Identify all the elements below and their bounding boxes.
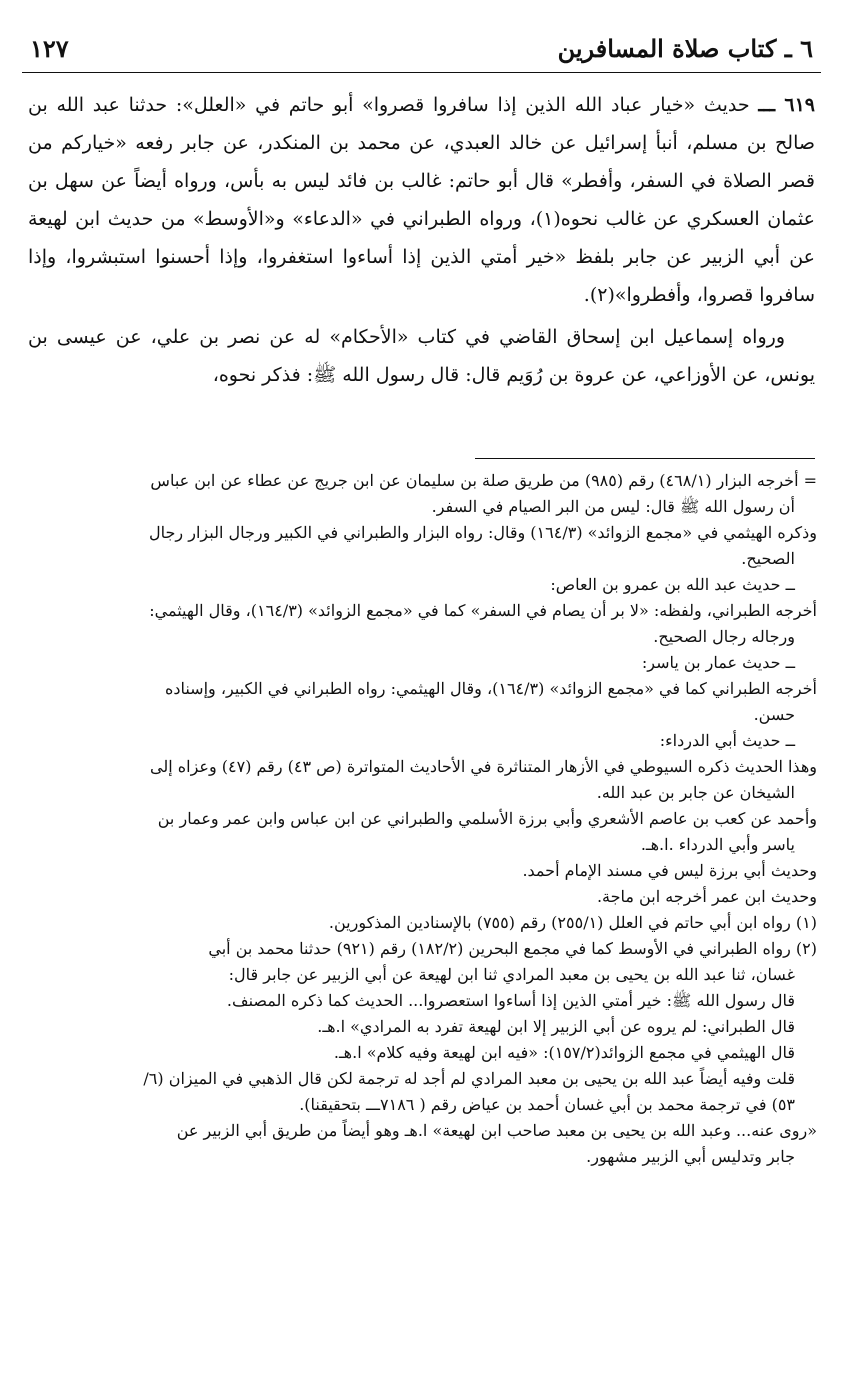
footnote-line: (٢) رواه الطبراني في الأوسط كما في مجمع البحرين (١٨٢/٢) رقم (٩٢١) حدثنا محمد بن أبي <box>208 939 817 958</box>
footnote-line: الشيخان عن جابر بن عبد الله. <box>596 783 795 802</box>
footnote-line: حسن. <box>753 705 795 724</box>
footnote-line: وأحمد عن كعب بن عاصم الأشعري وأبي برزة الأسلمي والطبراني عن ابن عباس وابن عمر وعمار بن <box>157 809 817 828</box>
chapter-title: ٦ ـ كتاب صلاة المسافرين <box>557 34 813 63</box>
footnote-line: ــ حديث عمار بن ياسر: <box>641 653 795 672</box>
header-rule <box>22 72 821 73</box>
footnote-line: «روى عنه... وعبد الله بن يحيى بن معبد صاحب ابن لهيعة» ا.هـ وهو أيضاً من طريق أبي الزبير عن <box>176 1121 817 1140</box>
page-header <box>22 30 821 72</box>
footnote-line: قال رسول الله ﷺ: خير أمتي الذين إذا أساءوا استعصروا... الحديث كما ذكره المصنف. <box>226 991 795 1010</box>
page-number: ١٢٧ <box>30 34 69 63</box>
hadith-text: حديث «خيار عباد الله الذين إذا سافروا قصروا» أبو حاتم في «العلل»: حدثنا عبد الله بن صالح بن مسلم، أنبأ إسرائيل عن خالد العبدي، عن محمد بن المنكدر، عن جابر رفعه «خياركم من قصر الصلاة في السفر، وأفطر» قال أبو حاتم: غالب بن فائد ليس به بأس، ورواه أيضاً عن سهل بن عثمان العسكري عن غالب نحوه(١)، ورواه الطبراني في «الدعاء» و«الأوسط» من حديث ابن لهيعة عن أبي الزبير عن جابر بلفظ «خير أمتي الذين إذا أساءوا استغفروا، وإذا أحسنوا استبشروا، وإذا سافروا قصروا، وأفطروا»(٢). <box>28 94 815 306</box>
footnote-separator <box>475 458 815 459</box>
hadith-paragraph <box>28 86 815 314</box>
paragraph-2: ورواه إسماعيل ابن إسحاق القاضي في كتاب «الأحكام» له عن نصر بن علي، عن عيسى بن يونس، عن الأوزاعي، عن عروة بن رُوَيم قال: قال رسول الله ﷺ: فذكر نحوه، <box>28 326 815 386</box>
footnote-line: الصحيح. <box>741 549 795 568</box>
footnote-line: قال الطبراني: لم يروه عن أبي الزبير إلا ابن لهيعة تفرد به المرادي» ا.هـ. <box>317 1017 795 1036</box>
main-text <box>28 86 815 394</box>
footnote-line: (١) رواه ابن أبي حاتم في العلل (٢٥٥/١) رقم (٧٥٥) بالإسنادين المذكورين. <box>328 913 817 932</box>
footnote-line: غسان، ثنا عبد الله بن يحيى بن معبد المرادي ثنا ابن لهيعة عن أبي الزبير عن جابر قال: <box>228 965 795 984</box>
footnote-line: قال الهيثمي في مجمع الزوائد(١٥٧/٢): «فيه ابن لهيعة وفيه كلام» ا.هـ. <box>333 1043 795 1062</box>
hadith-number: ٦١٩ ـــ <box>758 94 815 116</box>
footnote-line: وحديث أبي برزة ليس في مسند الإمام أحمد. <box>522 861 817 880</box>
footnote-line: ورجاله رجال الصحيح. <box>653 627 795 646</box>
footnote-line: أن رسول الله ﷺ قال: ليس من البر الصيام في السفر. <box>431 497 795 516</box>
footnote-line: وحديث ابن عمر أخرجه ابن ماجة. <box>596 887 817 906</box>
footnote-line: وهذا الحديث ذكره السيوطي في الأزهار المتناثرة في الأحاديث المتواترة (ص ٤٣) رقم (٤٧) وعزاه إلى <box>150 757 817 776</box>
footnote-line: جابر وتدليس أبي الزبير مشهور. <box>586 1147 795 1166</box>
footnotes <box>26 468 817 1170</box>
footnote-line: ــ حديث عبد الله بن عمرو بن العاص: <box>550 575 795 594</box>
footnote-line: وذكره الهيثمي في «مجمع الزوائد» (١٦٤/٣) وقال: رواه البزار والطبراني في الكبير ورجال البزار رجال <box>149 523 817 542</box>
footnote-line: قلت وفيه أيضاً عبد الله بن يحيى بن معبد المرادي لم أجد له ترجمة لكن قال الذهبي في الميزان (٦/ <box>143 1069 795 1088</box>
footnote-line: أخرجه الطبراني، ولفظه: «لا بر أن يصام في السفر» كما في «مجمع الزوائد» (١٦٤/٣)، وقال الهيثمي: <box>149 601 817 620</box>
footnote-line: ٥٣) في ترجمة محمد بن أبي غسان أحمد بن عياض رقم ( ٧١٨٦ـــ بتحقيقنا). <box>299 1095 795 1114</box>
footnote-line: أخرجه الطبراني كما في «مجمع الزوائد» (١٦٤/٣)، وقال الهيثمي: رواه الطبراني في الكبير، وإسناده <box>164 679 817 698</box>
footnote-line: = أخرجه البزار (٤٦٨/١) رقم (٩٨٥) من طريق صلة بن سليمان عن ابن جريج عن عطاء عن ابن عباس <box>150 471 817 490</box>
footnote-line: ــ حديث أبي الدرداء: <box>659 731 795 750</box>
footnote-line: ياسر وأبي الدرداء .ا.هـ. <box>640 835 795 854</box>
